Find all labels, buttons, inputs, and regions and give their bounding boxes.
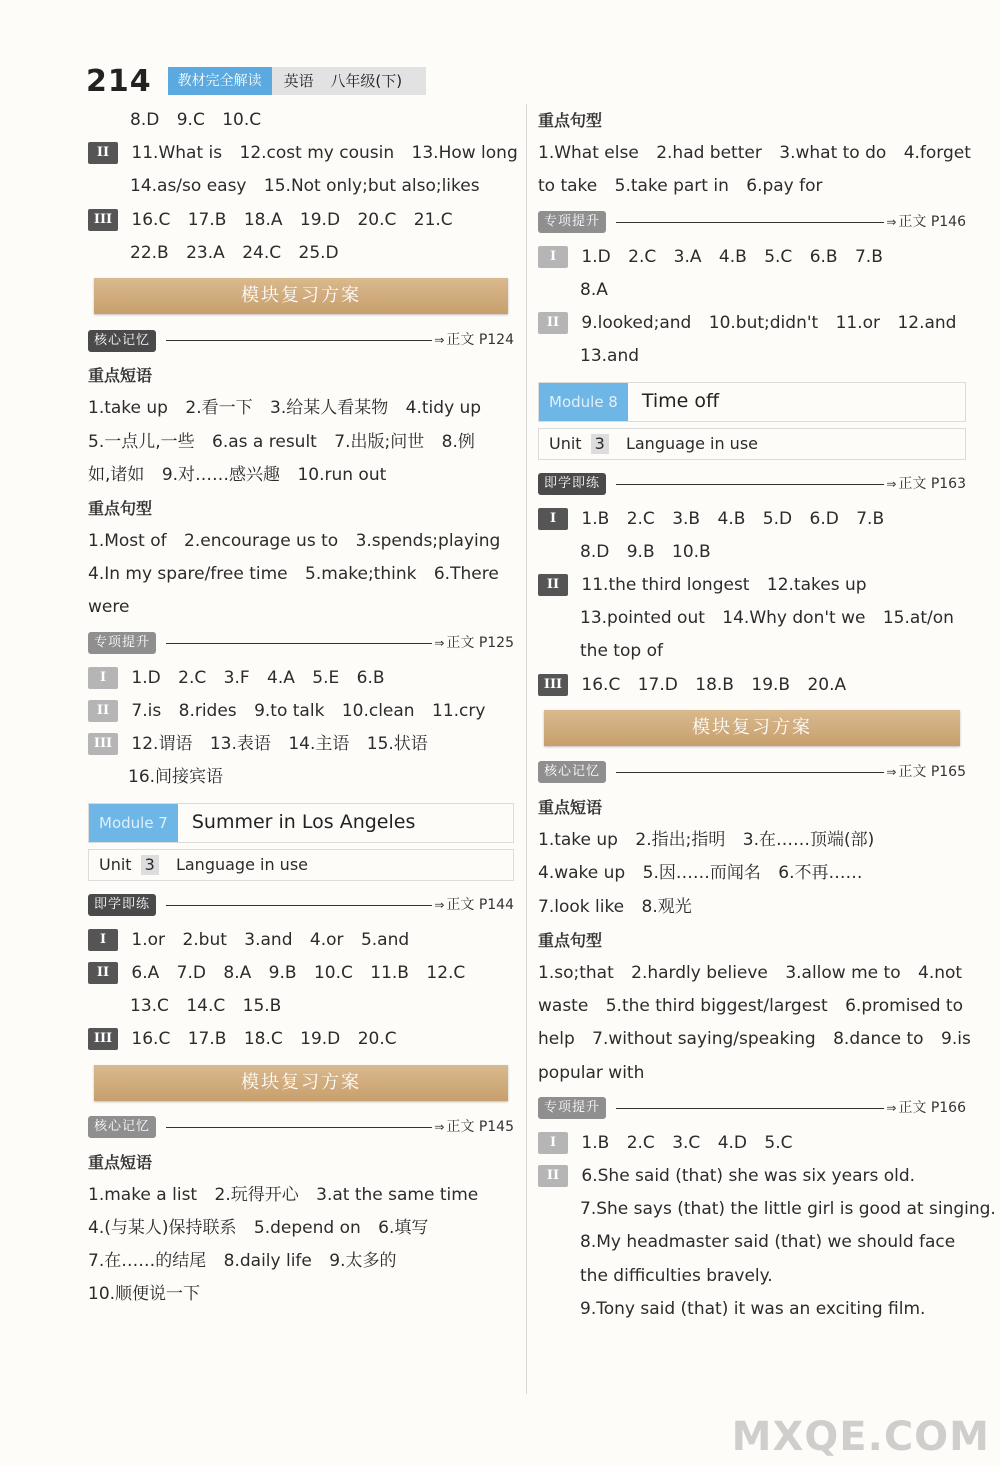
answer-line: II 6.She said (that) she was six years old. [538, 1160, 966, 1193]
tag-row [88, 889, 514, 922]
answer-line: 16.间接宾语 [128, 767, 224, 788]
subheading: 重点短语 [538, 798, 603, 817]
arrow-line [616, 772, 884, 773]
answer-line: 8.D 9.C 10.C [130, 110, 262, 130]
grade-label: 八年级(下) [330, 72, 403, 90]
answer-line: waste 5.the third biggest/largest 6.promised to [538, 996, 963, 1017]
arrow-line [166, 643, 432, 644]
answer-line: I 1.B 2.C 3.B 4.B 5.D 6.D 7.B [538, 503, 966, 536]
answer-line: 7.在……的结尾 8.daily life 9.太多的 [88, 1251, 397, 1272]
answer-line: II 7.is 8.rides 9.to talk 10.clean 11.cry [88, 695, 514, 728]
answer-line: II 6.A 7.D 8.A 9.B 10.C 11.B 12.C [88, 957, 514, 990]
tag-row [88, 627, 514, 660]
roman-numeral-badge: I [538, 508, 568, 530]
answer-line: 22.B 23.A 24.C 25.D [130, 242, 339, 263]
unit-title: Language in use [625, 433, 758, 453]
answer-line: III 16.C 17.B 18.A 19.D 20.C 21.C [88, 204, 514, 237]
roman-numeral-badge: III [88, 1028, 118, 1050]
answer-line: 1.make a list 2.玩得开心 3.at the same time [88, 1184, 479, 1205]
module-header [538, 382, 966, 422]
arrow-line [166, 340, 432, 341]
section-tag: 核心记忆 [538, 761, 606, 783]
answer-line: to take 5.take part in 6.pay for [538, 176, 823, 197]
answer-line: were [88, 597, 130, 618]
answer-line: 4.wake up 5.因……而闻名 6.不再…… [538, 863, 863, 884]
answer-line: 14.as/so easy 15.Not only;but also;likes [130, 176, 480, 197]
answer-line: 1.Most of 2.encourage us to 3.spends;playing [88, 531, 501, 552]
arrow-line [616, 1108, 884, 1109]
page-header [86, 64, 426, 98]
arrow-icon: ⇒ [886, 476, 897, 491]
page-reference: 正文 P166 [898, 1099, 966, 1116]
tag-row [538, 468, 966, 501]
section-banner: 模块复习方案 [94, 1065, 508, 1101]
section-tag: 专项提升 [538, 1097, 606, 1119]
answer-line: II 9.looked;and 10.but;didn't 11.or 12.and [538, 307, 966, 340]
roman-numeral-badge: I [538, 246, 568, 268]
tag-row [538, 1092, 966, 1125]
unit-header: Unit 3 Language in use [538, 428, 966, 460]
roman-numeral-badge: III [538, 674, 568, 696]
roman-numeral-badge: III [88, 209, 118, 231]
arrow-icon: ⇒ [434, 1119, 445, 1134]
answer-line: III 12.谓语 13.表语 14.主语 15.状语 [88, 728, 514, 761]
roman-numeral-badge: II [88, 962, 118, 984]
section-tag: 核心记忆 [88, 330, 156, 352]
arrow-icon: ⇒ [434, 332, 445, 347]
book-meta [272, 67, 427, 95]
answer-line: 10.顺便说一下 [88, 1284, 201, 1305]
answer-line: 1.What else 2.had better 3.what to do 4.forget [538, 143, 971, 164]
arrow-icon: ⇒ [886, 1100, 897, 1115]
module-title: Summer in Los Angeles [191, 810, 416, 833]
left-column [88, 104, 518, 1312]
page-reference: 正文 P145 [446, 1118, 514, 1135]
answer-line: 8.A [580, 279, 608, 300]
tag-row [538, 206, 966, 239]
answer-line: 1.take up 2.指出;指明 3.在……顶端(部) [538, 830, 875, 851]
roman-numeral-badge: II [88, 142, 118, 164]
column-divider [526, 104, 527, 1394]
roman-numeral-badge: II [538, 574, 568, 596]
answer-line: the difficulties bravely. [580, 1265, 773, 1286]
watermark-logo: MXQE.COM [731, 1414, 990, 1460]
unit-title: Language in use [175, 854, 308, 874]
answer-line: II 11.What is 12.cost my cousin 13.How long [88, 137, 514, 170]
module-label: Module 7 [89, 804, 178, 842]
subheading: 重点短语 [88, 366, 153, 386]
answer-line: 13.and [580, 346, 640, 367]
subheading: 重点句型 [538, 930, 603, 950]
book-series-tag: 教材完全解读 [168, 67, 272, 95]
roman-numeral-badge: I [538, 1132, 568, 1154]
module-label: Module 8 [539, 383, 628, 421]
section-tag: 核心记忆 [88, 1116, 156, 1138]
roman-numeral-badge: I [88, 667, 118, 689]
answer-line: the top of [580, 641, 663, 662]
arrow-icon: ⇒ [886, 764, 897, 779]
subject-label: 英语 [283, 72, 314, 90]
page-reference: 正文 P146 [898, 213, 966, 230]
arrow-line [616, 484, 884, 485]
answer-line: 1.so;that 2.hardly believe 3.allow me to 4.not [538, 962, 963, 983]
tag-row [88, 1111, 514, 1144]
answer-line: 1.take up 2.看一下 3.给某人看某物 4.tidy up [88, 398, 482, 419]
answer-line: II 11.the third longest 12.takes up [538, 569, 966, 602]
answer-line: 8.My headmaster said (that) we should face [580, 1232, 956, 1253]
arrow-icon: ⇒ [434, 897, 445, 912]
subheading: 重点短语 [88, 1152, 153, 1172]
section-banner: 模块复习方案 [544, 710, 960, 746]
roman-numeral-badge: III [88, 733, 118, 755]
arrow-line [166, 1127, 432, 1128]
unit-header: Unit 3 Language in use [88, 849, 514, 881]
section-tag: 即学即练 [88, 894, 156, 916]
answer-line: I 1.D 2.C 3.F 4.A 5.E 6.B [88, 662, 514, 695]
section-tag: 专项提升 [538, 211, 606, 233]
arrow-line [616, 222, 884, 223]
module-header [88, 803, 514, 843]
page-reference: 正文 P163 [898, 475, 966, 492]
answer-line: popular with [538, 1062, 645, 1083]
answer-line: I 1.D 2.C 3.A 4.B 5.C 6.B 7.B [538, 241, 966, 274]
answer-line: I 1.or 2.but 3.and 4.or 5.and [88, 924, 514, 957]
answer-line: I 1.B 2.C 3.C 4.D 5.C [538, 1127, 966, 1160]
section-banner: 模块复习方案 [94, 278, 508, 314]
roman-numeral-badge: II [538, 1165, 568, 1187]
answer-line: 8.D 9.B 10.B [580, 541, 711, 562]
answer-line: 4.In my spare/free time 5.make;think 6.There [88, 564, 499, 585]
subheading: 重点句型 [538, 111, 603, 130]
answer-line: 13.C 14.C 15.B [130, 996, 282, 1017]
page-reference: 正文 P144 [446, 896, 514, 913]
answer-line: 7.She says (that) the little girl is good at singing. [580, 1199, 996, 1220]
answer-line: 如,诸如 9.对……感兴趣 10.run out [88, 464, 387, 485]
page-reference: 正文 P124 [446, 331, 514, 348]
answer-line: 7.look like 8.观光 [538, 896, 692, 917]
tag-row [88, 324, 514, 357]
page-reference: 正文 P125 [446, 634, 514, 651]
roman-numeral-badge: II [88, 700, 118, 722]
module-title: Time off [641, 389, 720, 412]
page-reference: 正文 P165 [898, 763, 966, 780]
section-tag: 专项提升 [88, 632, 156, 654]
answer-line: help 7.without saying/speaking 8.dance to 9.is [538, 1029, 971, 1050]
answer-line: 13.pointed out 14.Why don't we 15.at/on [580, 608, 954, 629]
answer-line: 4.(与某人)保持联系 5.depend on 6.填写 [88, 1218, 429, 1239]
roman-numeral-badge: I [88, 929, 118, 951]
arrow-icon: ⇒ [886, 214, 897, 229]
arrow-icon: ⇒ [434, 635, 445, 650]
tag-row [538, 756, 966, 789]
right-column [538, 104, 996, 1326]
section-tag: 即学即练 [538, 473, 606, 495]
roman-numeral-badge: II [538, 312, 568, 334]
arrow-line [166, 905, 432, 906]
page-number: 214 [86, 63, 152, 99]
answer-line: 9.Tony said (that) it was an exciting film. [580, 1298, 926, 1319]
answer-line: 5.一点儿,一些 6.as a result 7.出版;问世 8.例 [88, 431, 475, 452]
subheading: 重点句型 [88, 498, 153, 518]
answer-line: III 16.C 17.B 18.C 19.D 20.C [88, 1023, 514, 1056]
answer-line: III 16.C 17.D 18.B 19.B 20.A [538, 669, 966, 702]
